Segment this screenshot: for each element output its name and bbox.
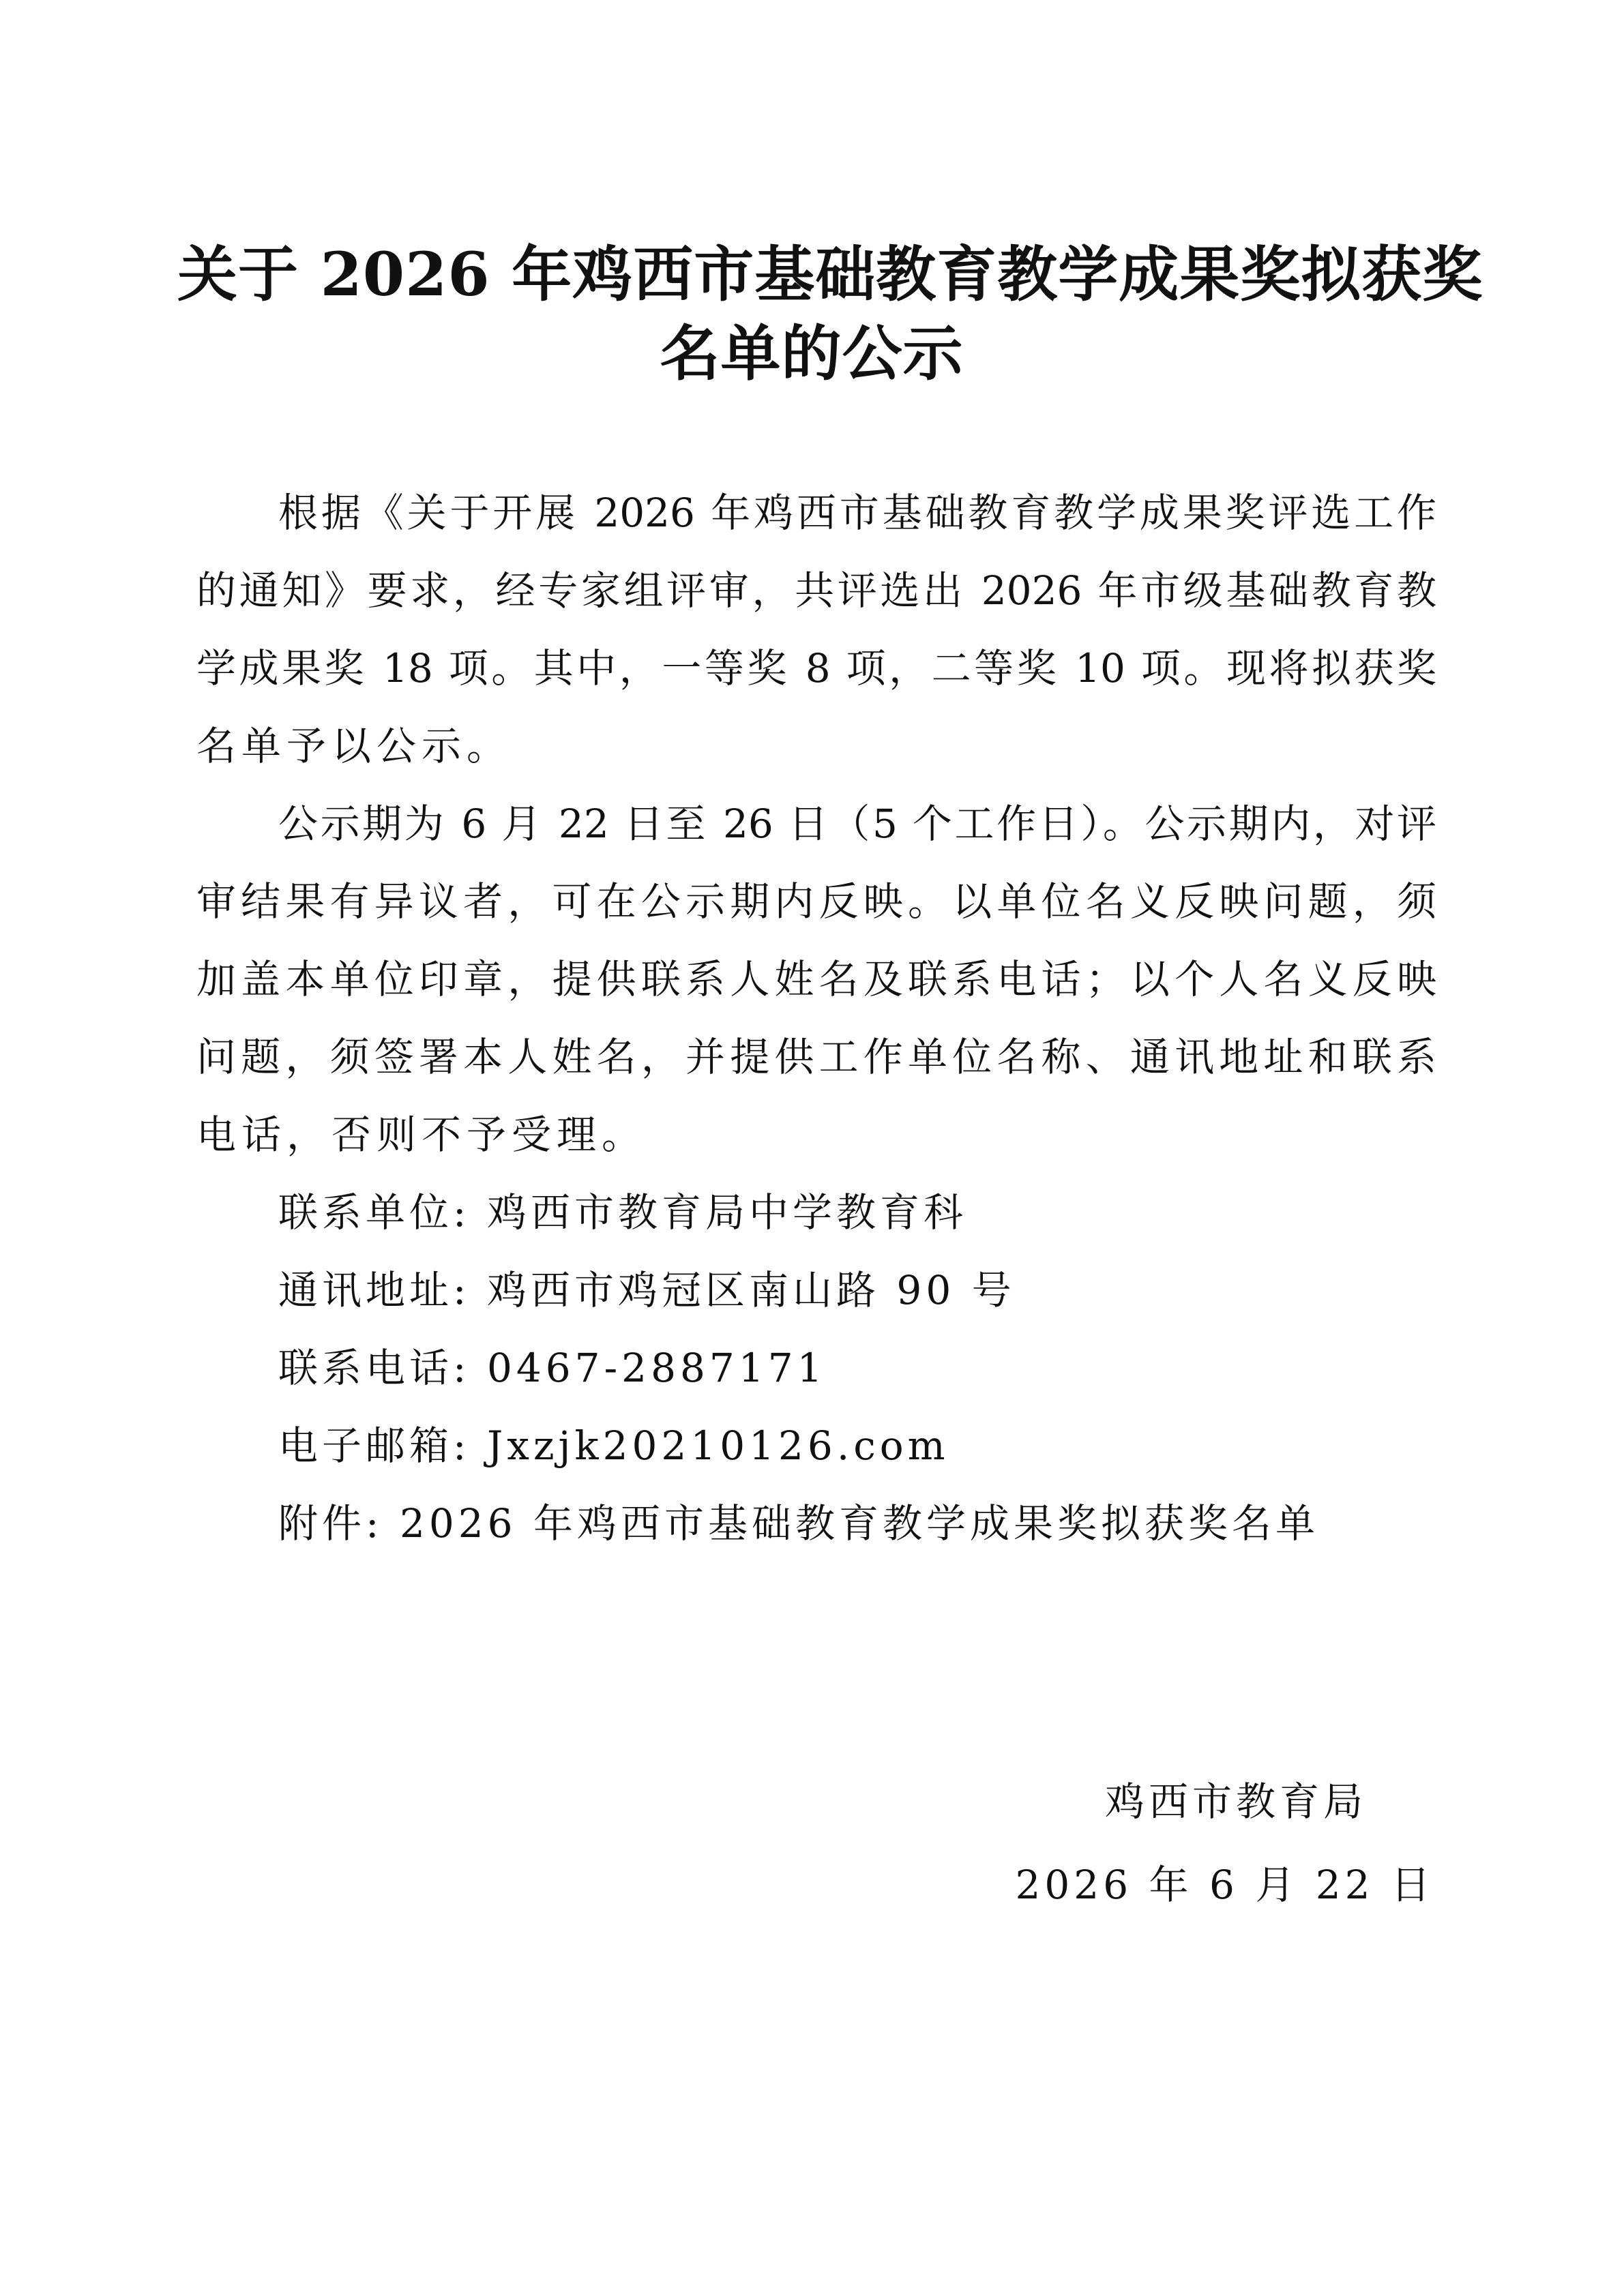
document-title-line-1: 关于 2026 年鸡西市基础教育教学成果奖拟获奖 xyxy=(177,239,1483,310)
paragraph-1-line-1: 根据《关于开展 2026 年鸡西市基础教育教学成果奖评选工作 xyxy=(278,490,1436,536)
signature-organization: 鸡西市教育局 xyxy=(1105,1778,1368,1825)
paragraph-2-line-4: 问题，须签署本人姓名，并提供工作单位名称、通讯地址和联系 xyxy=(196,1034,1436,1080)
contact-unit: 联系单位: 鸡西市教育局中学教育科 xyxy=(278,1189,967,1236)
contact-address: 通讯地址: 鸡西市鸡冠区南山路 90 号 xyxy=(278,1267,1016,1313)
signature-date: 2026 年 6 月 22 日 xyxy=(1015,1862,1434,1908)
paragraph-1-line-2: 的通知》要求，经专家组评审，共评选出 2026 年市级基础教育教 xyxy=(196,567,1436,614)
paragraph-2-line-5: 电话，否则不予受理。 xyxy=(196,1112,647,1158)
contact-email: 电子邮箱: Jxzjk20210126.com xyxy=(278,1422,949,1469)
document-title-line-2: 名单的公示 xyxy=(660,318,964,389)
paragraph-2-line-3: 加盖本单位印章，提供联系人姓名及联系电话；以个人名义反映 xyxy=(196,956,1436,1002)
paragraph-2-line-1: 公示期为 6 月 22 日至 26 日（5 个工作日）。公示期内，对评 xyxy=(278,801,1436,847)
paragraph-1-line-4: 名单予以公示。 xyxy=(196,723,512,769)
paragraph-1-line-3: 学成果奖 18 项。其中，一等奖 8 项，二等奖 10 项。现将拟获奖 xyxy=(196,645,1436,691)
attachment-note: 附件: 2026 年鸡西市基础教育教学成果奖拟获奖名单 xyxy=(278,1500,1320,1547)
contact-phone: 联系电话: 0467-2887171 xyxy=(278,1345,827,1391)
paragraph-2-line-2: 审结果有异议者，可在公示期内反映。以单位名义反映问题，须 xyxy=(196,878,1436,925)
